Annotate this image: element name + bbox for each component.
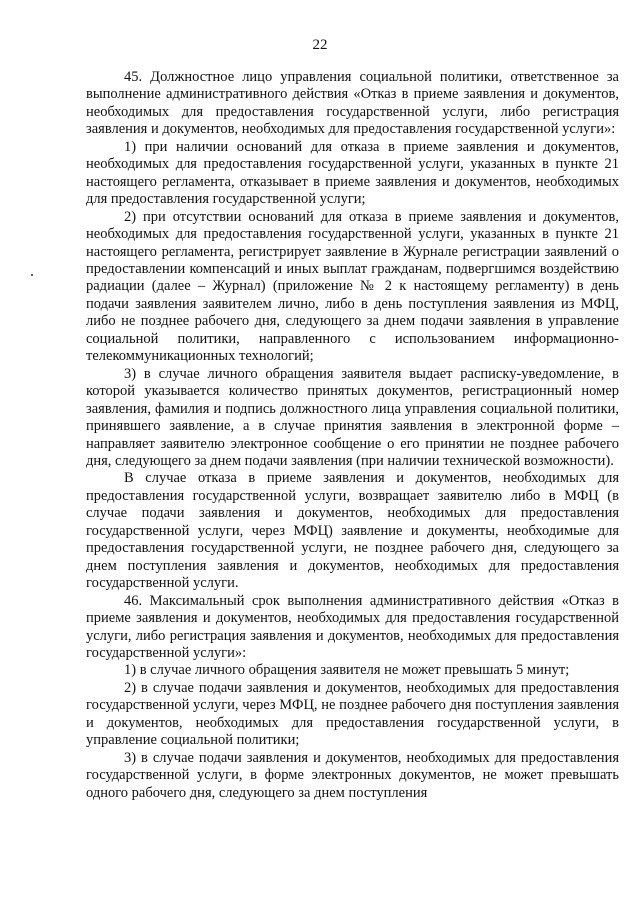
paragraph-46-item-2: 2) в случае подачи заявления и документов, необходимых для предоставления государственной услуги, через МФЦ, не позднее рабочего дня поступления заявления и документов, необходимых для предоставления государственной услуги, в управление социальной политики; — [86, 679, 619, 749]
paragraph-46-item-3: 3) в случае подачи заявления и документов, необходимых для предоставления государственной услуги, в форме электронных документов, не может превышать одного рабочего дня, следующего за днем поступления — [86, 749, 619, 801]
paragraph-45-refusal-case: В случае отказа в приеме заявления и документов, необходимых для предоставления государственной услуги, возвращает заявителю либо в МФЦ (в случае подачи заявления и документов, необходимых для предоставления государственной услуги, через МФЦ) заявление и документы, необходимые для предоставления государственной услуги, не позднее рабочего дня, следующего за днем поступления заявления и документов, необходимых для предоставления государственной услуги. — [86, 470, 619, 592]
document-body — [86, 69, 619, 802]
paragraph-45-item-2: 2) при отсутствии оснований для отказа в приеме заявления и документов, необходимых для предоставления государственной услуги, указанных в пункте 21 настоящего регламента, регистрирует заявление в Журнале регистрации заявлений о предоставлении компенсаций и иных выплат гражданам, подвергшимся воздействию радиации (далее – Журнал) (приложение № 2 к настоящему регламенту) в день подачи заявления заявителем лично, либо в день поступления заявления из МФЦ, либо не позднее рабочего дня, следующего за днем подачи заявления в управление социальной политики, направленного с использованием информационно-телекоммуникационных технологий; — [86, 208, 619, 365]
paragraph-45-item-3: 3) в случае личного обращения заявителя выдает расписку-уведомление, в которой указывается количество принятых документов, регистрационный номер заявления, фамилия и подпись должностного лица управления социальной политики, принявшего заявление, а в случае принятия заявления в электронной форме – направляет заявителю электронное сообщение о его принятии не позднее рабочего дня, следующего за днем подачи заявления (при наличии технической возможности). — [86, 365, 619, 469]
paragraph-45-intro: 45. Должностное лицо управления социальной политики, ответственное за выполнение административного действия «Отказ в приеме заявления и документов, необходимых для предоставления государственной услуги, либо регистрация заявления и документов, необходимых для предоставления государственной услуги»: — [86, 69, 619, 138]
paragraph-46-intro: 46. Максимальный срок выполнения административного действия «Отказ в приеме заявления и документов, необходимых для предоставления государственной услуги, либо регистрация заявления и документов, необходимых для предоставления государственной услуги»: — [86, 592, 619, 661]
page-number: 22 — [312, 37, 328, 53]
scan-artifact-dot — [31, 274, 33, 276]
paragraph-46-item-1: 1) в случае личного обращения заявителя не может превышать 5 минут; — [124, 662, 570, 679]
paragraph-45-item-1: 1) при наличии оснований для отказа в приеме заявления и документов, необходимых для предоставления государственной услуги, указанных в пункте 21 настоящего регламента, отказывает в приеме заявления и документов, необходимых для предоставления государственной услуги; — [86, 138, 619, 208]
